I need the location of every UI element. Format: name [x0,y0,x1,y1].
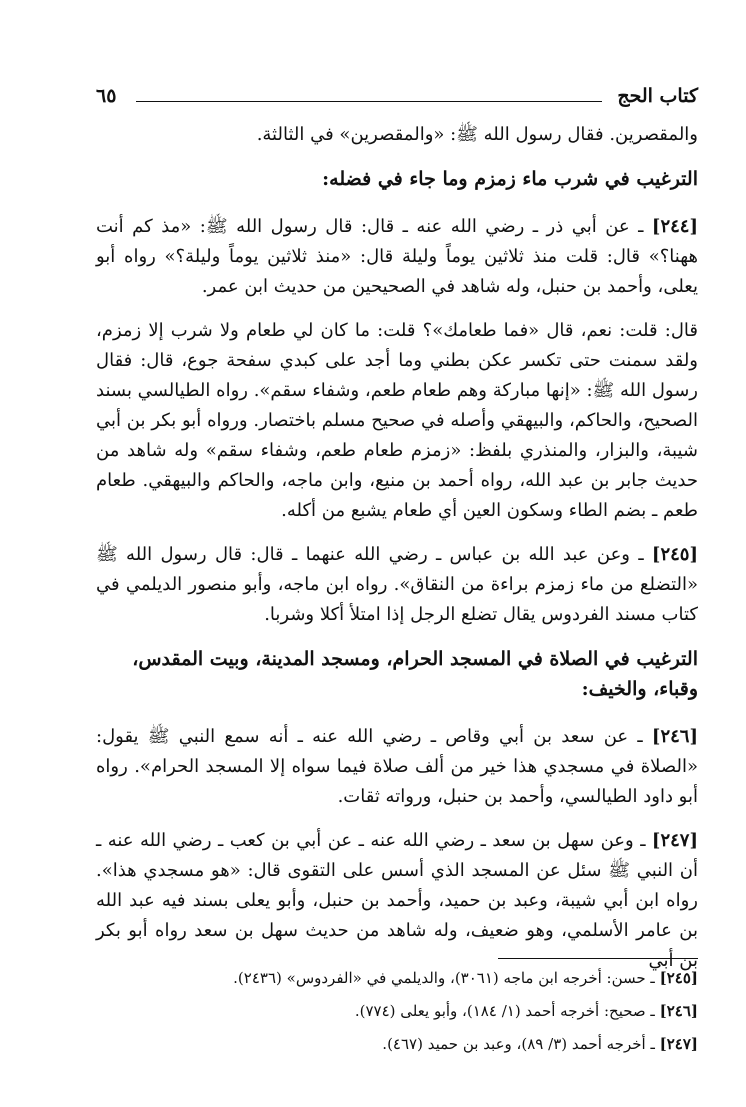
footnote [96,968,698,989]
hadith-number: [٢٤٤] [651,216,698,237]
paragraph-text: الترغيب في شرب ماء زمزم وما جاء في فضله: [322,168,698,190]
footnotes [96,968,698,1067]
section-heading [96,644,698,704]
hadith-number: [٢٤٧] [651,830,698,851]
footnote-text: ـ أخرجه أحمد (٣/ ٨٩)، وعبد بن حميد (٤٦٧). [382,1035,660,1053]
paragraph-text: ـ وعن سهل بن سعد ـ رضي الله عنه ـ عن أبي بن كعب ـ رضي الله عنه ـ أن النبي ﷺ سئل عن المسجد الذي أسس على التقوى قال: «هو مسجدي هذا». رواه ابن أبي شيبة، وعبد بن حميد، وأحمد بن حنبل، وأبو يعلى بسند فيه عبد الله بن عامر الأسلمي، وهو ضعيف، وله شاهد من حديث سهل بن سعد رواه أبو بكر بن أبي [96,830,698,971]
section-heading [96,164,698,194]
footnote [96,1001,698,1022]
paragraph-text: الترغيب في الصلاة في المسجد الحرام، ومسجد المدينة، وبيت المقدس، وقباء، والخيف: [132,648,698,700]
paragraph [96,316,698,526]
paragraph-text: قال: قلت: نعم، قال «فما طعامك»؟ قلت: ما كان لي طعام ولا شرب إلا زمزم، ولقد سمنت حتى تكسر عكن بطني وما أجد على كبدي سفحة جوع، قال: فقال رسول الله ﷺ: «إنها مباركة وهم طعام طعم، وشفاء سقم». رواه الطيالسي بسند الصحيح، والحاكم، والبيهقي وأصله في صحيح مسلم باختصار. ورواه أبو بكر بن أبي شيبة، والبزار، والمنذري بلفظ: «زمزم طعام طعم، وشفاء سقم» وله شاهد من حديث جابر بن عبد الله، رواه أحمد بن منيع، وابن ماجه، والحاكم والبيهقي. طعام طعم ـ بضم الطاء وسكون العين أي طعام يشبع من أكله. [96,320,698,521]
paragraph-text: ـ عن سعد بن أبي وقاص ـ رضي الله عنه ـ أنه سمع النبي ﷺ يقول: «الصلاة في مسجدي هذا خير من ألف صلاة فيما سواه إلا المسجد الحرام». رواه أبو داود الطيالسي، وأحمد بن حنبل، ورواته ثقات. [96,726,698,807]
running-header [96,82,698,112]
paragraph-text: والمقصرين. فقال رسول الله ﷺ: «والمقصرين» في الثالثة. [256,124,698,145]
footnote-number: [٢٤٧] [659,1035,698,1053]
paragraph [96,722,698,812]
footnote-separator [498,958,698,959]
chapter-title: كتاب الحج [617,85,698,107]
hadith-number: [٢٤٥] [651,544,698,565]
paragraph [96,212,698,302]
footnote [96,1034,698,1055]
paragraph [96,120,698,150]
footnote-text: ـ صحيح: أخرجه أحمد (١/ ١٨٤)، وأبو يعلى (٧٧٤). [354,1002,660,1020]
paragraph [96,540,698,630]
footnote-text: ـ حسن: أخرجه ابن ماجه (٣٠٦١)، والديلمي في «الفردوس» (٢٤٣٦). [233,969,660,987]
header-rule [136,101,602,102]
hadith-number: [٢٤٦] [651,726,698,747]
paragraph-text: ـ عن أبي ذر ـ رضي الله عنه ـ قال: قال رسول الله ﷺ: «مذ كم أنت ههنا؟» قال: قلت منذ ثلاثين يوماً وليلة قال: «منذ ثلاثين يوماً وليلة؟» رواه أبو يعلى، وأحمد بن حنبل، وله شاهد في الصحيحين من حديث ابن عمر. [96,216,698,297]
footnote-number: [٢٤٥] [659,969,698,987]
footnote-number: [٢٤٦] [659,1002,698,1020]
paragraph [96,826,698,976]
paragraph-text: ـ وعن عبد الله بن عباس ـ رضي الله عنهما ـ قال: قال رسول الله ﷺ «التضلع من ماء زمزم براءة من النقاق». رواه ابن ماجه، وأبو منصور الديلمي في كتاب مسند الفردوس يقال تضلع الرجل إذا امتلأ أكلا وشربا. [96,544,698,625]
page-number: ٦٥ [96,85,117,107]
main-text [96,120,698,990]
